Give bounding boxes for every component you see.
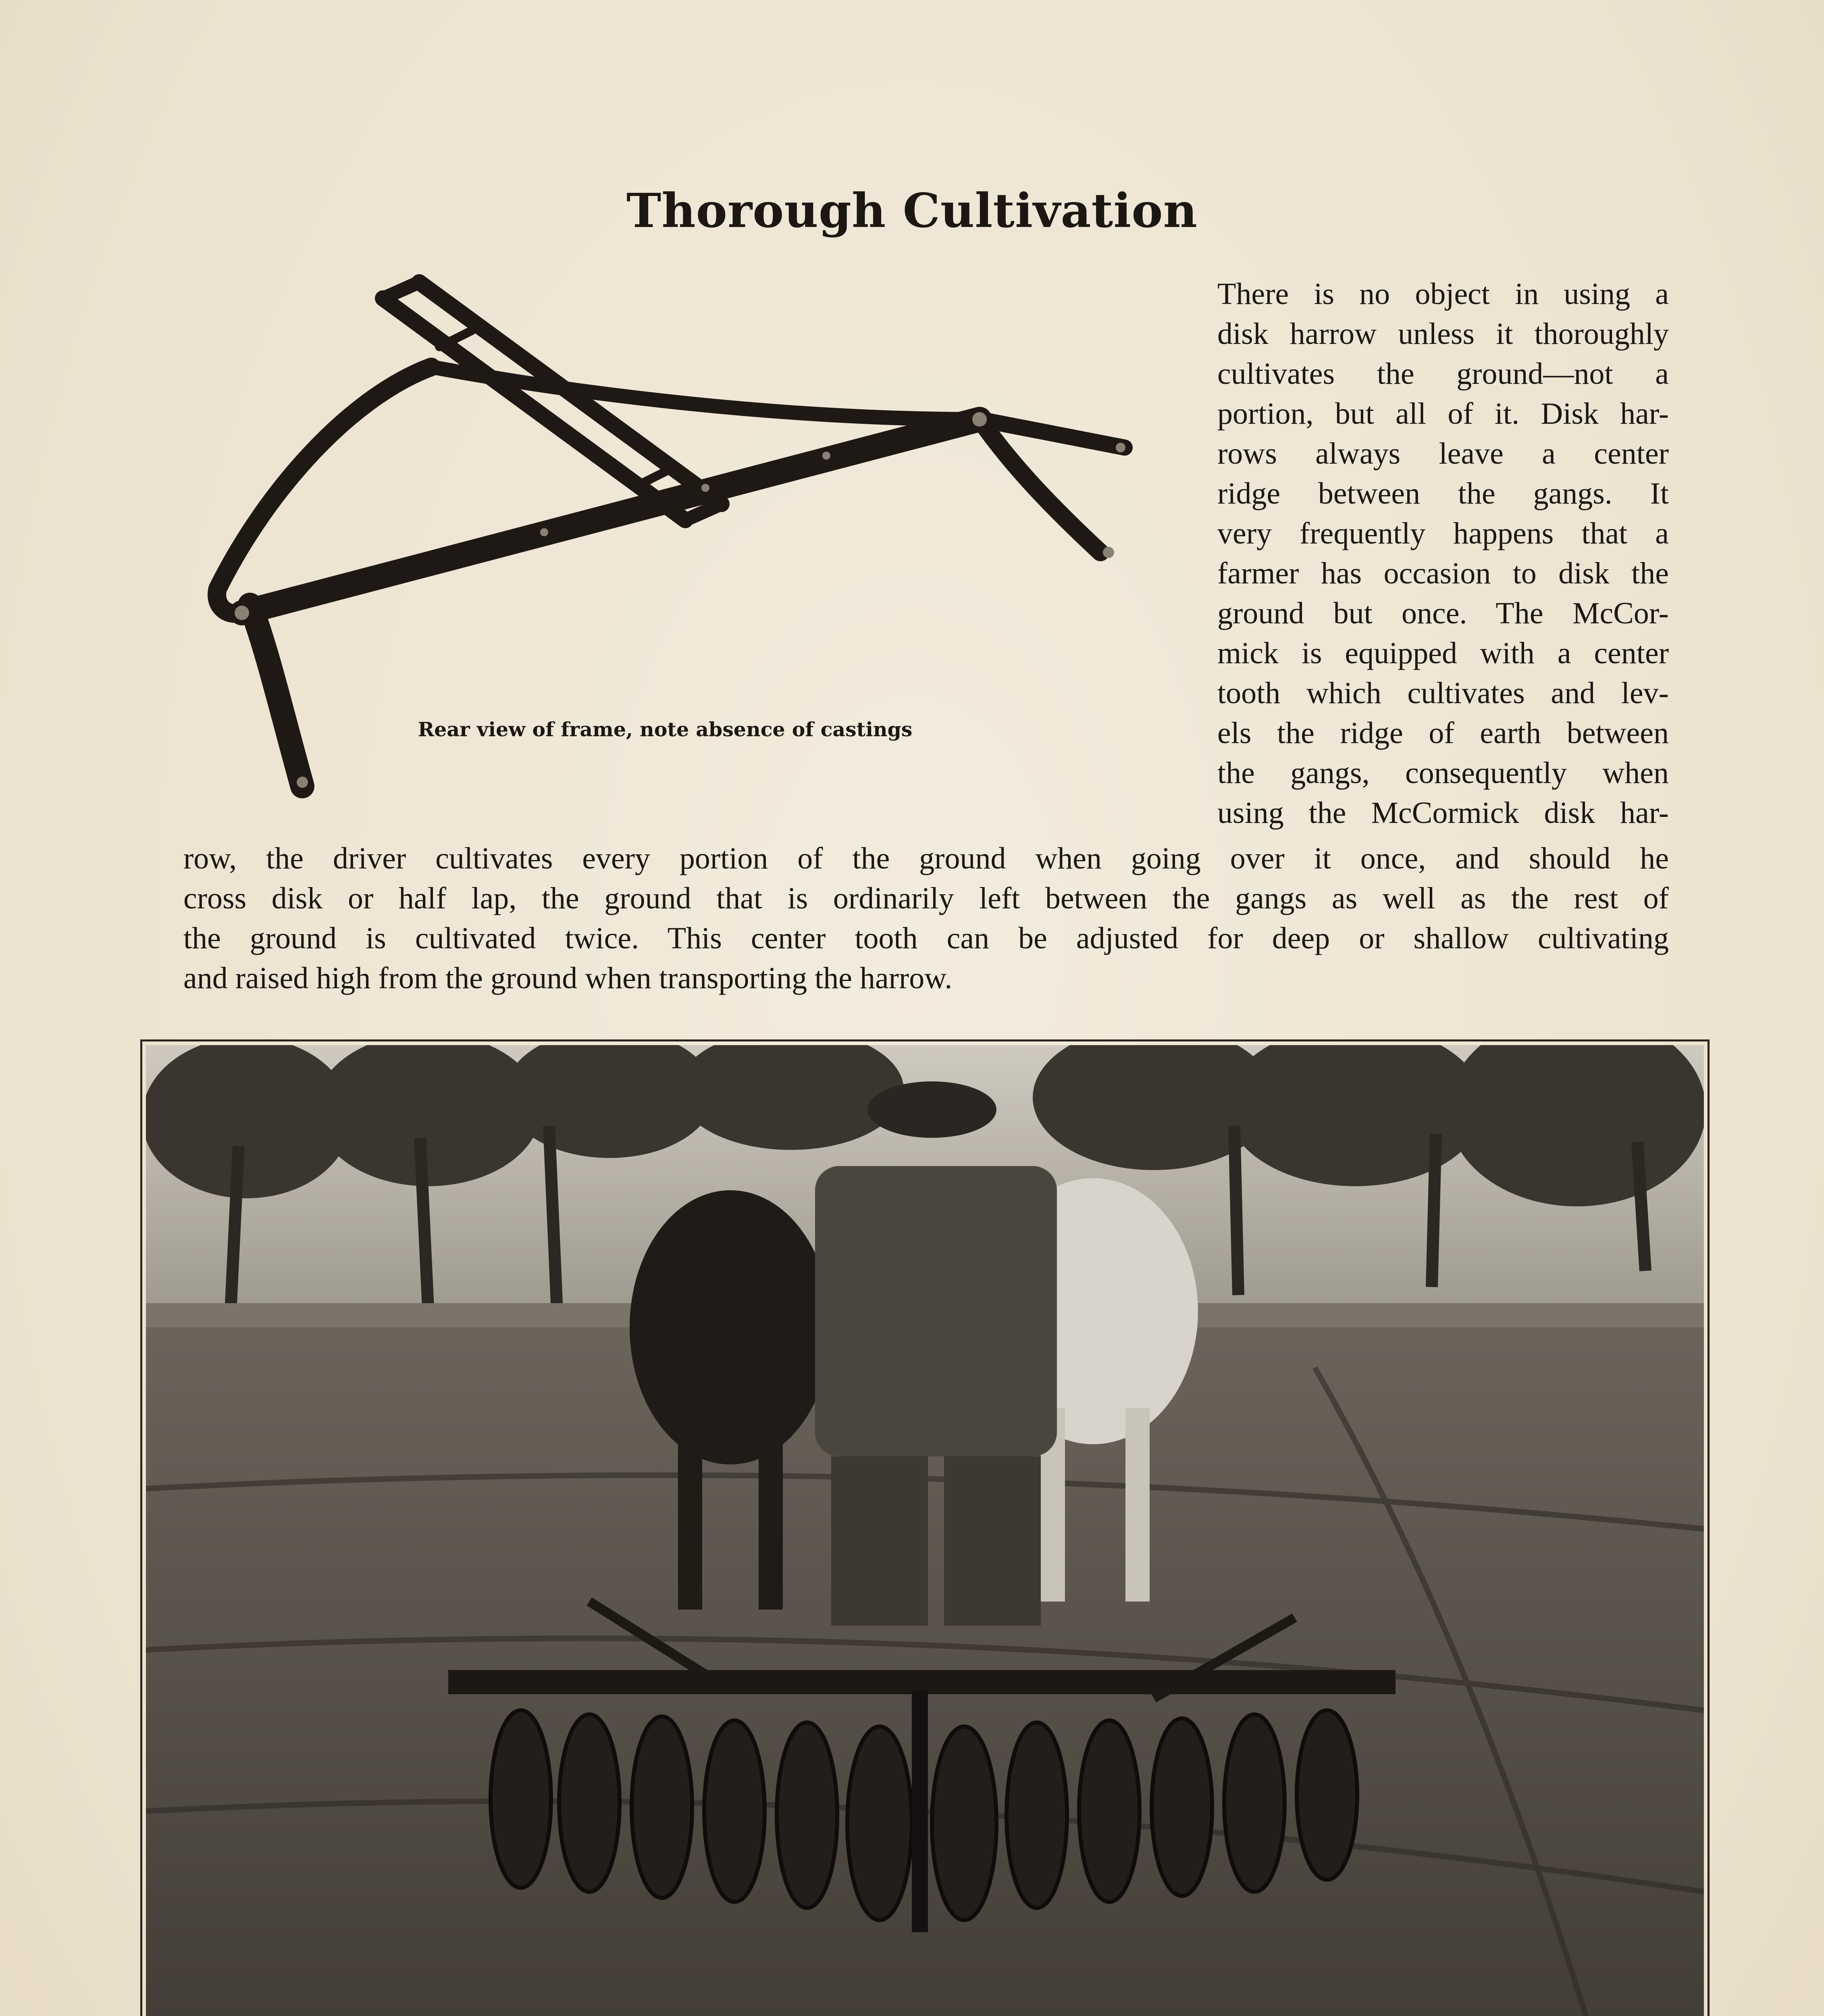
frame-caption: Rear view of frame, note absence of castings (418, 718, 913, 741)
text-line: portion, but all of it. Disk har- (1217, 397, 1669, 431)
text-line: cultivates the ground—not a (1217, 357, 1669, 391)
text-line: mick is equipped with a center (1217, 636, 1669, 670)
text-line: rows always leave a center (1217, 437, 1669, 471)
text-line: There is no object in using a (1217, 277, 1669, 311)
text-line: and raised high from the ground when transporting the harrow. (183, 961, 953, 995)
field-photo (146, 1045, 1704, 2016)
text-line: cross disk or half lap, the ground that is ordinarily left between the gangs as well as the rest of (183, 881, 1669, 915)
text-line: tooth which cultivates and lev- (1217, 676, 1669, 710)
text-line: using the McCormick disk har- (1217, 796, 1669, 830)
text-line: row, the driver cultivates every portion of the ground when going over it once, and should he (183, 841, 1669, 875)
text-line: farmer has occasion to disk the (1217, 556, 1669, 590)
right-column-text (1185, 274, 1669, 833)
text-line: ground but once. The McCor- (1217, 596, 1669, 630)
text-line: disk harrow unless it thoroughly (1217, 317, 1669, 351)
text-line: the ground is cultivated twice. This center tooth can be adjusted for deep or shallow cultivating (183, 921, 1669, 955)
page-title: Thorough Cultivation (626, 183, 1198, 238)
text-line: very frequently happens that a (1217, 516, 1669, 550)
text-line: els the ridge of earth between (1217, 716, 1669, 750)
full-width-text (183, 839, 1669, 998)
text-line: the gangs, consequently when (1217, 756, 1669, 790)
text-line: ridge between the gangs. It (1217, 477, 1669, 510)
